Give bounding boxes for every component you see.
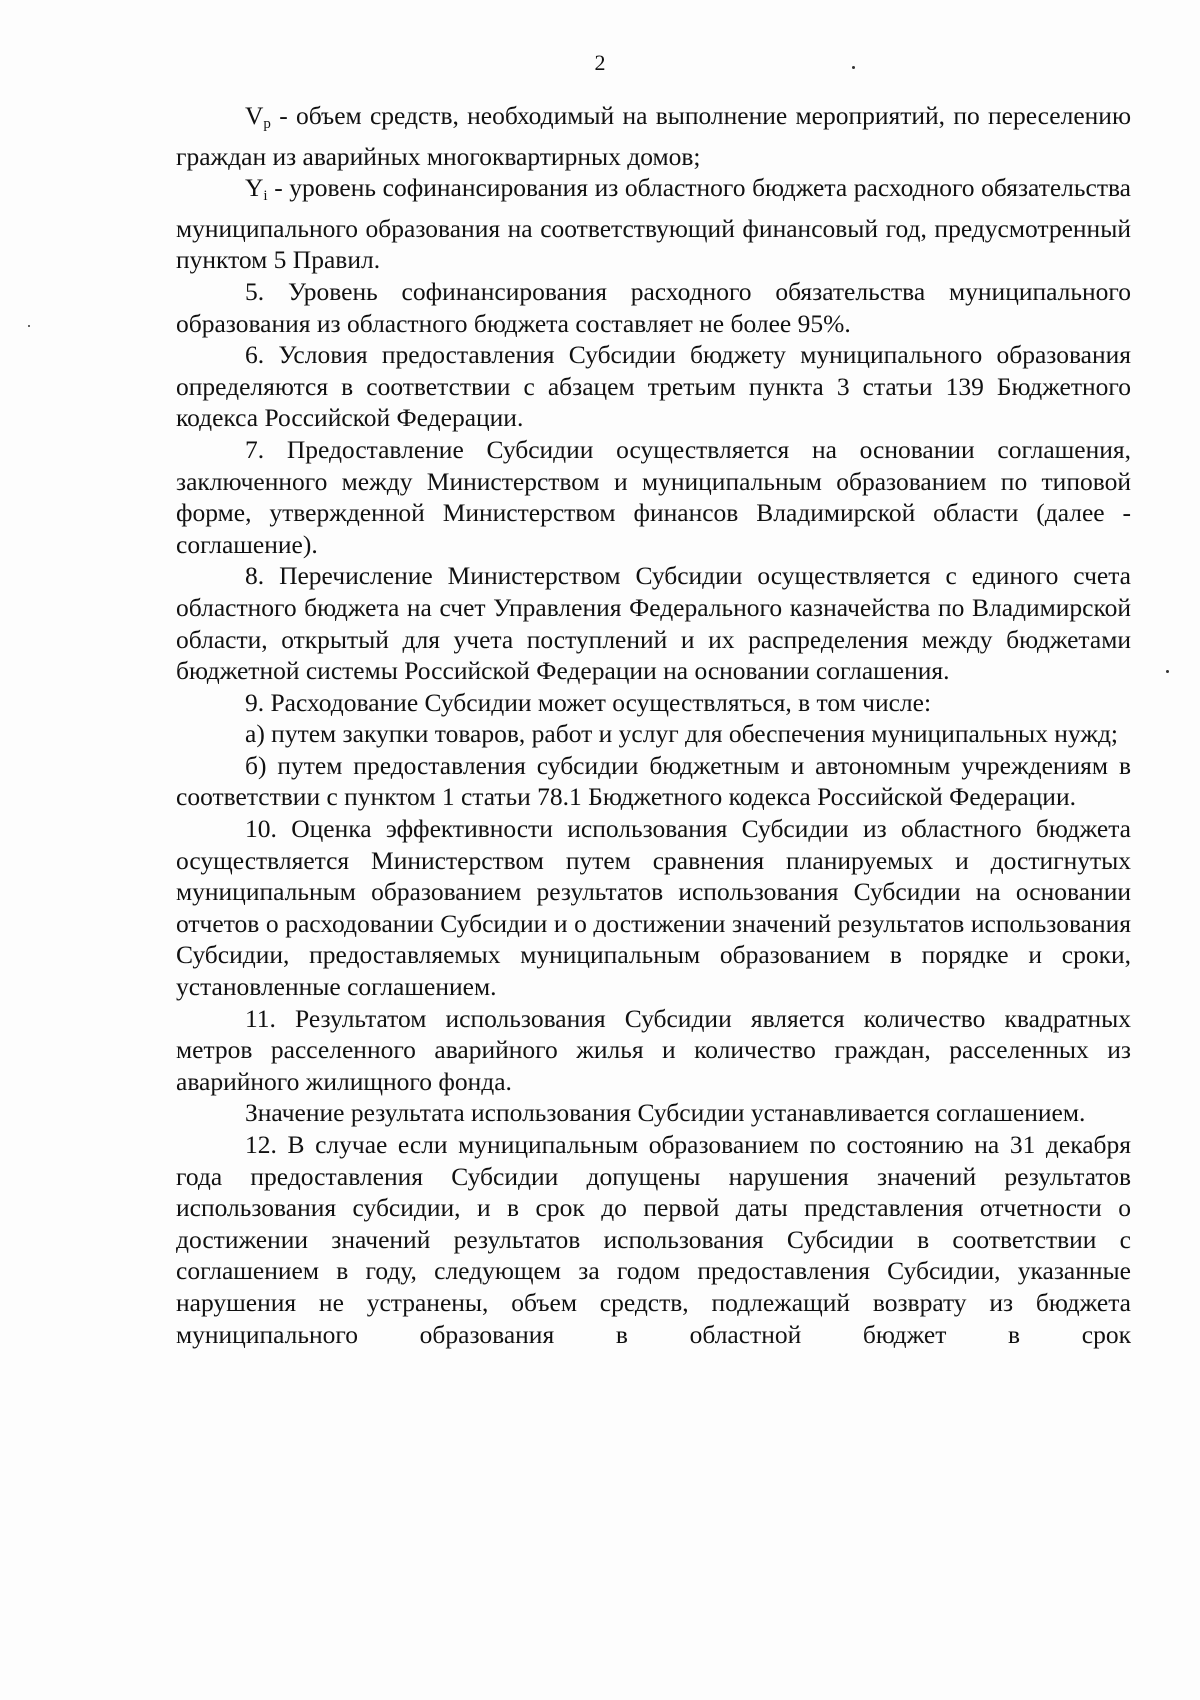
document-body	[176, 100, 1131, 1350]
scan-speck	[1166, 670, 1169, 673]
paragraph-item-9a: а) путем закупки товаров, работ и услуг для обеспечения муниципальных нужд;	[245, 719, 1119, 749]
scan-speck	[28, 325, 30, 327]
paragraph-item-9: 9. Расходование Субсидии может осуществляться, в том числе:	[245, 687, 932, 717]
paragraph-item-8: 8. Перечисление Министерством Субсидии осуществляется с единого счета областного бюджета на счет Управления Федерального казначейства по Владимирской области, открытый для учета поступлений и их распределения между бюджетами бюджетной системы Российской Федерации на основании соглашения.	[176, 561, 1131, 686]
paragraph-vp-definition	[176, 100, 1131, 172]
paragraph-text: - объем средств, необходимый на выполнение мероприятий, по переселению граждан из аварийных многоквартирных домов;	[176, 101, 1131, 171]
paragraph-item-12: 12. В случае если муниципальным образованием по состоянию на 31 декабря года предоставления Субсидии допущены нарушения значений результатов использования субсидии, и в срок до первой даты представления отчетности о достижении значений результатов использования Субсидии в соответствии с соглашением в году, следующем за годом предоставления Субсидии, указанные нарушения не устранены, объем средств, подлежащий возврату из бюджета муниципального образования в областной бюджет в срок	[176, 1130, 1131, 1349]
paragraph-yi-definition	[176, 172, 1131, 276]
variable-subscript-p: p	[263, 116, 271, 132]
paragraph-item-7: 7. Предоставление Субсидии осуществляется на основании соглашения, заключенного между Министерством и муниципальным образованием по типовой форме, утвержденной Министерством финансов Владимирской области (далее - соглашение).	[176, 434, 1131, 559]
variable-y: Y	[245, 173, 264, 203]
paragraph-item-10: 10. Оценка эффективности использования Субсидии из областного бюджета осуществляется Министерством путем сравнения планируемых и достигнутых муниципальным образованием результатов использования Субсидии на основании отчетов о расходовании Субсидии и о достижении значений результатов использования Субсидии, предоставляемых муниципальным образованием в порядке и сроки, установленные соглашением.	[176, 814, 1131, 1002]
variable-subscript-i: i	[263, 188, 268, 205]
paragraph-item-11: 11. Результатом использования Субсидии является количество квадратных метров расселенного аварийного жилья и количество граждан, расселенных из аварийного жилищного фонда.	[176, 1003, 1131, 1096]
variable-v: V	[245, 101, 264, 130]
paragraph-text: - уровень софинансирования из областного бюджета расходного обязательства муниципального образования на соответствующий финансовый год, предусмотренный пунктом 5 Правил.	[176, 173, 1131, 275]
scan-speck	[852, 66, 855, 69]
page-number: 2	[594, 50, 606, 75]
paragraph-item-11-value: Значение результата использования Субсидии устанавливается соглашением.	[245, 1098, 1086, 1128]
paragraph-item-5: 5. Уровень софинансирования расходного обязательства муниципального образования из областного бюджета составляет не более 95%.	[176, 276, 1131, 338]
paragraph-item-6: 6. Условия предоставления Субсидии бюджету муниципального образования определяются в соответствии с абзацем третьим пункта 3 статьи 139 Бюджетного кодекса Российской Федерации.	[176, 340, 1131, 433]
paragraph-item-9b: б) путем предоставления субсидии бюджетным и автономным учреждениям в соответствии с пунктом 1 статьи 78.1 Бюджетного кодекса Российской Федерации.	[176, 750, 1131, 812]
